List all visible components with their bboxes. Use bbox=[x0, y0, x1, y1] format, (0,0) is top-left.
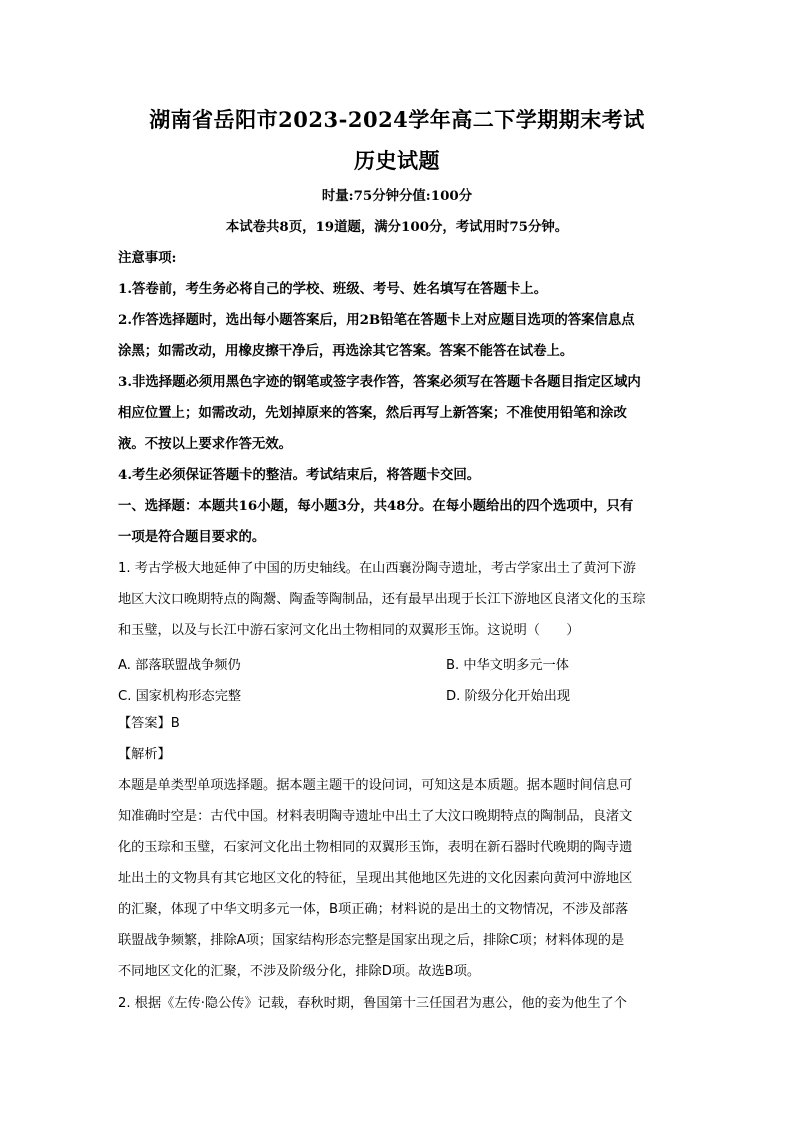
subject-title: 历史试题 bbox=[354, 148, 440, 173]
section-heading-cont: 一项是符合题目要求的。 bbox=[118, 529, 266, 545]
exam-summary: 本试卷共8页，19道题，满分100分，考试用时75分钟。 bbox=[225, 219, 569, 235]
note-item: 涂黑；如需改动，用橡皮擦干净后，再选涂其它答案。答案不能答在试卷上。 bbox=[118, 343, 574, 359]
exam-title: 湖南省岳阳市2023-2024学年高二下学期期末考试 bbox=[149, 107, 645, 132]
question-1-stem: 1. 考古学极大地延伸了中国的历史轴线。在山西襄汾陶寺遗址，考古学家出土了黄河下游 bbox=[118, 561, 636, 576]
question-1-stem: 和玉璧，以及与长江中游石家河文化出土物相同的双翼形玉饰。这说明（ ） bbox=[118, 623, 580, 638]
note-item: 2.作答选择题时，选出每小题答案后，用2B铅笔在答题卡上对应题目选项的答案信息点 bbox=[118, 312, 635, 328]
analysis-text: 址出土的文物具有其它地区文化的特征，呈现出其他地区先进的文化因素向黄河中游地区 bbox=[118, 871, 633, 886]
note-item: 液。不按以上要求作答无效。 bbox=[118, 436, 293, 452]
question-2-stem: 2. 根据《左传·隐公传》记载，春秋时期，鲁国第十三任国君为惠公，他的妾为他生了个 bbox=[118, 996, 627, 1011]
time-score: 时量:75分钟分值:100分 bbox=[321, 188, 473, 204]
analysis-text: 不同地区文化的汇聚，不涉及阶级分化，排除D项。故选B项。 bbox=[118, 964, 481, 979]
note-item: 4.考生必须保证答题卡的整洁。考试结束后，将答题卡交回。 bbox=[118, 467, 481, 483]
note-item: 1.答卷前，考生务必将自己的学校、班级、考号、姓名填写在答题卡上。 bbox=[118, 281, 548, 297]
option-d: D. 阶级分化开始出现 bbox=[446, 689, 571, 704]
analysis-label: 【解析】 bbox=[118, 747, 171, 762]
note-item: 3.非选择题必须用黑色字迹的钢笔或签字表作答，答案必须写在答题卡各题目指定区域内 bbox=[118, 374, 641, 390]
option-a: A. 部落联盟战争频仍 bbox=[118, 658, 241, 673]
section-heading: 一、选择题：本题共16小题，每小题3分，共48分。在每小题给出的四个选项中，只有 bbox=[118, 498, 634, 514]
analysis-text: 知准确时空是：古代中国。材料表明陶寺遗址中出土了大汶口晚期特点的陶制品，良渚文 bbox=[118, 809, 633, 824]
answer-label: 【答案】B bbox=[118, 716, 180, 731]
analysis-text: 的汇聚，体现了中华文明多元一体，B项正确；材料说的是出土的文物情况，不涉及部落 bbox=[118, 902, 629, 917]
note-item: 相应位置上；如需改动，先划掉原来的答案，然后再写上新答案；不准使用铅笔和涂改 bbox=[118, 405, 627, 421]
analysis-text: 联盟战争频繁，排除A项；国家结构形态完整是国家出现之后，排除C项；材料体现的是 bbox=[118, 933, 625, 948]
question-1-stem: 地区大汶口晚期特点的陶鬶、陶盉等陶制品，还有最早出现于长江下游地区良渚文化的玉琮 bbox=[118, 592, 646, 607]
option-b: B. 中华文明多元一体 bbox=[446, 658, 569, 673]
analysis-text: 本题是单类型单项选择题。据本题主题干的设问词，可知这是本质题。据本题时间信息可 bbox=[118, 778, 633, 793]
option-c: C. 国家机构形态完整 bbox=[118, 689, 242, 704]
analysis-text: 化的玉琮和玉璧，石家河文化出土物相同的双翼形玉饰，表明在新石器时代晚期的陶寺遗 bbox=[118, 840, 633, 855]
notes-heading: 注意事项: bbox=[118, 250, 177, 266]
